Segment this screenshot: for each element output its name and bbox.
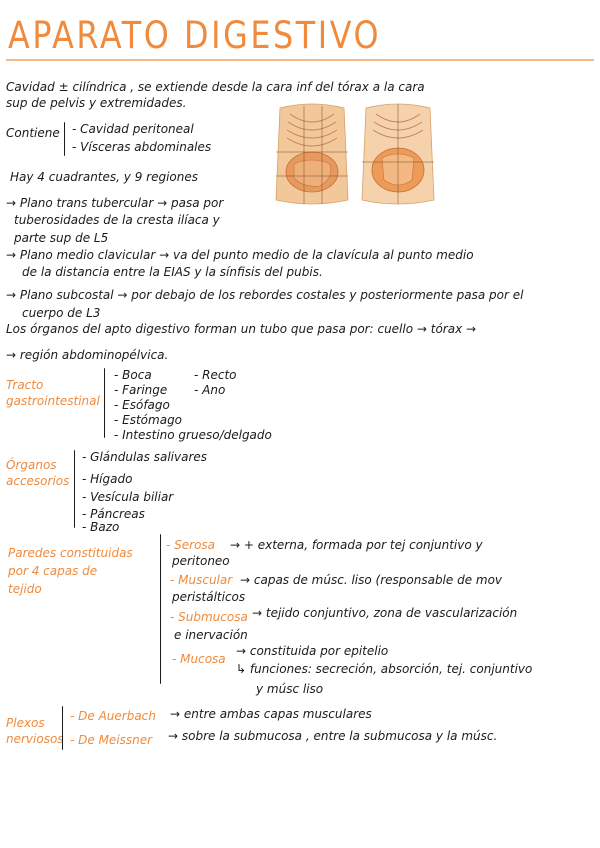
accesorios-item-higado: - Hígado (82, 472, 133, 486)
contiene-brace (64, 122, 65, 156)
intro-line-1: Cavidad ± cilíndrica , se extiende desde la cara inf del tórax a la cara (6, 80, 425, 94)
plano-line-4: → Plano medio clavicular → va del punto medio de la clavícula al punto medio (6, 248, 474, 262)
accesorios-item-vesicula: - Vesícula biliar (82, 490, 174, 504)
plano-line-1: → Plano trans tubercular → pasa por (6, 196, 224, 210)
tracto-item-ano: - Ano (194, 383, 226, 397)
torso-right-figure (362, 104, 434, 204)
submucosa-desc-2: e inervación (174, 628, 248, 642)
muscular-desc-1: → capas de músc. liso (responsable de mov (240, 573, 503, 587)
torso-left-figure (276, 104, 348, 204)
tracto-brace (104, 368, 105, 438)
muscular-name: - Muscular (170, 573, 233, 587)
submucosa-name: - Submucosa (170, 610, 248, 624)
meissner-desc: → sobre la submucosa , entre la submucosa y la músc. (168, 729, 498, 743)
meissner-name: - De Meissner (70, 733, 153, 747)
muscular-desc-2: peristálticos (172, 590, 246, 604)
intro-line-2: sup de pelvis y extremidades. (6, 96, 187, 110)
organos-intro-2: → región abdominopélvica. (6, 348, 169, 362)
accesorios-item-pancreas: - Páncreas (82, 507, 145, 521)
accesorios-item-glandulas: - Glándulas salivares (82, 450, 208, 464)
paredes-brace (160, 534, 161, 684)
contiene-label: Contiene (6, 126, 60, 140)
tracto-item-faringe: - Faringe (114, 383, 168, 397)
mucosa-desc-1: → constituida por epitelio (236, 644, 389, 658)
accesorios-item-bazo: - Bazo (82, 520, 120, 534)
tracto-item-intestino: - Intestino grueso/delgado (114, 428, 272, 442)
plano-line-3: parte sup de L5 (14, 231, 109, 245)
accesorios-label-1: Órganos (6, 458, 57, 472)
organos-intro-1: Los órganos del apto digestivo forman un tubo que pasa por: cuello → tórax → (6, 322, 477, 336)
serosa-name: - Serosa (166, 538, 216, 552)
accesorios-brace (74, 450, 75, 528)
tracto-item-esofago: - Esófago (114, 398, 170, 412)
abdominal-regions-illustration (270, 100, 440, 208)
tracto-item-estomago: - Estómago (114, 413, 183, 427)
paredes-label-3: tejido (8, 582, 42, 596)
title-underline (0, 58, 600, 62)
plano-line-5: de la distancia entre la EIAS y la sínfisis del pubis. (22, 265, 323, 279)
plano-line-2: tuberosidades de la cresta ilíaca y (14, 213, 220, 227)
contiene-item-1: - Cavidad peritoneal (72, 122, 194, 136)
paredes-label-2: por 4 capas de (8, 564, 98, 578)
tracto-label-1: Tracto (6, 378, 44, 392)
tracto-label-2: gastrointestinal (6, 394, 100, 408)
serosa-desc-1: → + externa, formada por tej conjuntivo y (230, 538, 483, 552)
mucosa-desc-2: ↳ funciones: secreción, absorción, tej. conjuntivo (236, 662, 533, 676)
submucosa-desc-1: → tejido conjuntivo, zona de vascularización (252, 606, 518, 620)
cuadrantes-text: Hay 4 cuadrantes, y 9 regiones (10, 170, 198, 184)
contiene-item-2: - Vísceras abdominales (72, 140, 212, 154)
plexos-brace (62, 706, 63, 750)
serosa-desc-2: peritoneo (172, 554, 230, 568)
mucosa-name: - Mucosa (172, 652, 226, 666)
page-title: APARATO DIGESTIVO (8, 14, 382, 57)
auerbach-desc: → entre ambas capas musculares (170, 707, 372, 721)
accesorios-label-2: accesorios (6, 474, 70, 488)
plano-line-6: → Plano subcostal → por debajo de los rebordes costales y posteriormente pasa por el (6, 288, 524, 302)
tracto-item-boca: - Boca (114, 368, 152, 382)
plexos-label-2: nerviosos (6, 732, 64, 746)
auerbach-name: - De Auerbach (70, 709, 156, 723)
tracto-item-recto: - Recto (194, 368, 237, 382)
paredes-label-1: Paredes constituidas (8, 546, 133, 560)
plano-line-7: cuerpo de L3 (22, 306, 101, 320)
mucosa-desc-3: y músc liso (256, 682, 324, 696)
plexos-label-1: Plexos (6, 716, 45, 730)
